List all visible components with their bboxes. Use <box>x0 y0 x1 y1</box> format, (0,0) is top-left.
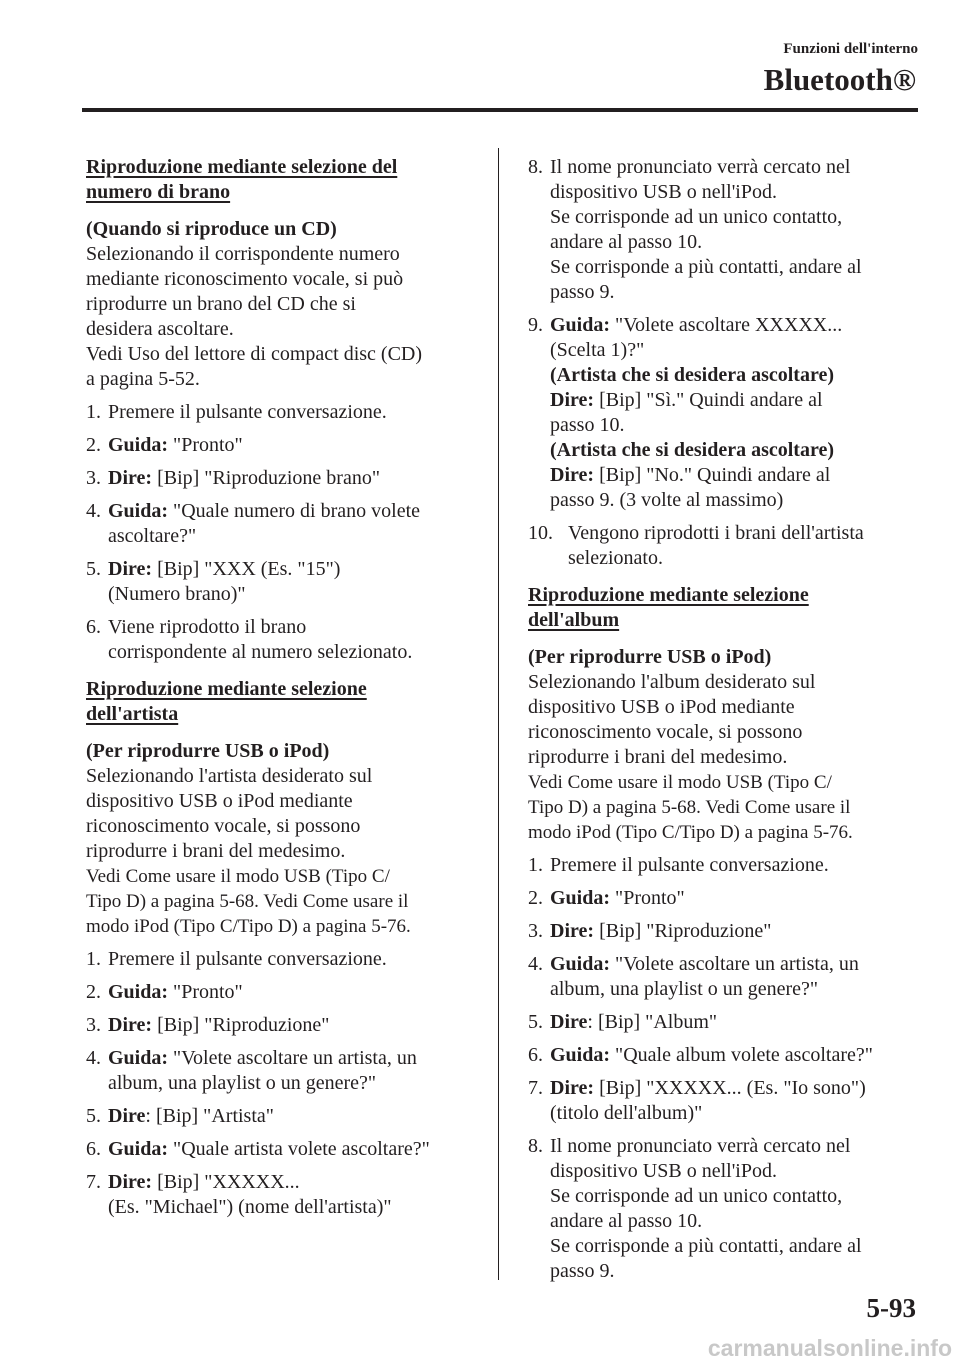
page-number: 5-93 <box>866 1293 916 1323</box>
step: 6. Guida: "Quale album volete ascoltare?" <box>528 1044 873 1066</box>
step: 1. Premere il pulsante conversazione. <box>86 401 387 423</box>
step: 8. Il nome pronunciato verrà cercato nel dispositivo USB o nell'iPod. Se corrisponde ad un unico contatto, andare al passo 10. Se corrisponde a più contatti, andare al passo 9. <box>528 1135 862 1282</box>
right-column <box>528 155 913 1292</box>
step: 9. Guida: "Volete ascoltare XXXXX... (Scelta 1)?" (Artista che si desidera ascoltare) Dire: [Bip] "Sì." Quindi andare al passo 10. (Artista che si desidera ascoltare) Dire: [Bip] "No." Quindi andare al passo 9. (3 volte al massimo) <box>528 314 843 511</box>
step: 1. Premere il pulsante conversazione. <box>86 948 387 970</box>
section-intro: (Per riprodurre USB o iPod) Selezionando l'artista desiderato sul dispositivo USB o iPod mediante riconoscimento vocale, si possono riprodurre i brani del medesimo. Vedi Come usare il modo USB (Tipo C/ Tipo D) a pagina 5-68. Vedi Come usare il modo iPod (Tipo C/Tipo D) a pagina 5-76. <box>86 739 476 939</box>
page-reference: Vedi Come usare il modo USB (Tipo C/ Tipo D) a pagina 5-68. Vedi Come usare il modo iPod (Tipo C/Tipo D) a pagina 5-76. <box>86 866 411 937</box>
step: 1. Premere il pulsante conversazione. <box>528 854 829 876</box>
step: 4. Guida: "Volete ascoltare un artista, un album, una playlist o un genere?" <box>86 1047 417 1094</box>
step: 4. Guida: "Volete ascoltare un artista, un album, una playlist o un genere?" <box>528 953 859 1000</box>
step: 3. Dire: [Bip] "Riproduzione brano" <box>86 467 381 489</box>
step: 5. Dire: [Bip] "XXX (Es. "15") (Numero brano)" <box>86 558 341 605</box>
step: 4. Guida: "Quale numero di brano volete ascoltare?" <box>86 500 421 547</box>
step: 2. Guida: "Pronto" <box>86 981 243 1003</box>
step: 6. Viene riprodotto il brano corrispondente al numero selezionato. <box>86 616 413 663</box>
section-heading-artist: Riproduzione mediante selezione dell'artista <box>86 678 367 725</box>
page-reference: Vedi Come usare il modo USB (Tipo C/ Tipo D) a pagina 5-68. Vedi Come usare il modo iPod (Tipo C/Tipo D) a pagina 5-76. <box>528 772 853 843</box>
step: 6. Guida: "Quale artista volete ascoltare?" <box>86 1138 430 1160</box>
step: 8. Il nome pronunciato verrà cercato nel dispositivo USB o nell'iPod. Se corrisponde ad un unico contatto, andare al passo 10. Se corrisponde a più contatti, andare al passo 9. <box>528 156 862 303</box>
step: 5. Dire: [Bip] "Artista" <box>86 1105 274 1127</box>
section-heading-track-number: Riproduzione mediante selezione del numero di brano <box>86 156 398 203</box>
step: 7. Dire: [Bip] "XXXXX... (Es. "Io sono") (titolo dell'album)" <box>528 1077 866 1124</box>
step: 3. Dire: [Bip] "Riproduzione" <box>86 1014 330 1036</box>
section-intro: (Per riprodurre USB o iPod) Selezionando l'album desiderato sul dispositivo USB o iPod mediante riconoscimento vocale, si possono riprodurre i brani del medesimo. Vedi Come usare il modo USB (Tipo C/ Tipo D) a pagina 5-68. Vedi Come usare il modo iPod (Tipo C/Tipo D) a pagina 5-76. <box>528 645 913 845</box>
section-heading-album: Riproduzione mediante selezione dell'album <box>528 584 809 631</box>
header-rule <box>82 108 918 112</box>
step: 7. Dire: [Bip] "XXXXX... (Es. "Michael") (nome dell'artista)" <box>86 1171 392 1218</box>
step: 2. Guida: "Pronto" <box>86 434 243 456</box>
section-intro: (Quando si riproduce un CD) Selezionando il corrispondente numero mediante riconoscimento vocale, si può riprodurre un brano del CD che si desidera ascoltare. Vedi Uso del lettore di compact disc (CD) a pagina 5-52. <box>86 218 423 390</box>
step: 5. Dire: [Bip] "Album" <box>528 1011 718 1033</box>
left-column <box>86 155 476 1228</box>
section-header: Funzioni dell'interno <box>783 41 918 57</box>
watermark: carmanualsonline.info <box>707 1335 952 1361</box>
column-divider <box>498 148 499 1280</box>
step: 2. Guida: "Pronto" <box>528 887 685 909</box>
page-title: Bluetooth® <box>763 62 916 97</box>
step: 10. Vengono riprodotti i brani dell'artista selezionato. <box>528 522 864 569</box>
step: 3. Dire: [Bip] "Riproduzione" <box>528 920 772 942</box>
